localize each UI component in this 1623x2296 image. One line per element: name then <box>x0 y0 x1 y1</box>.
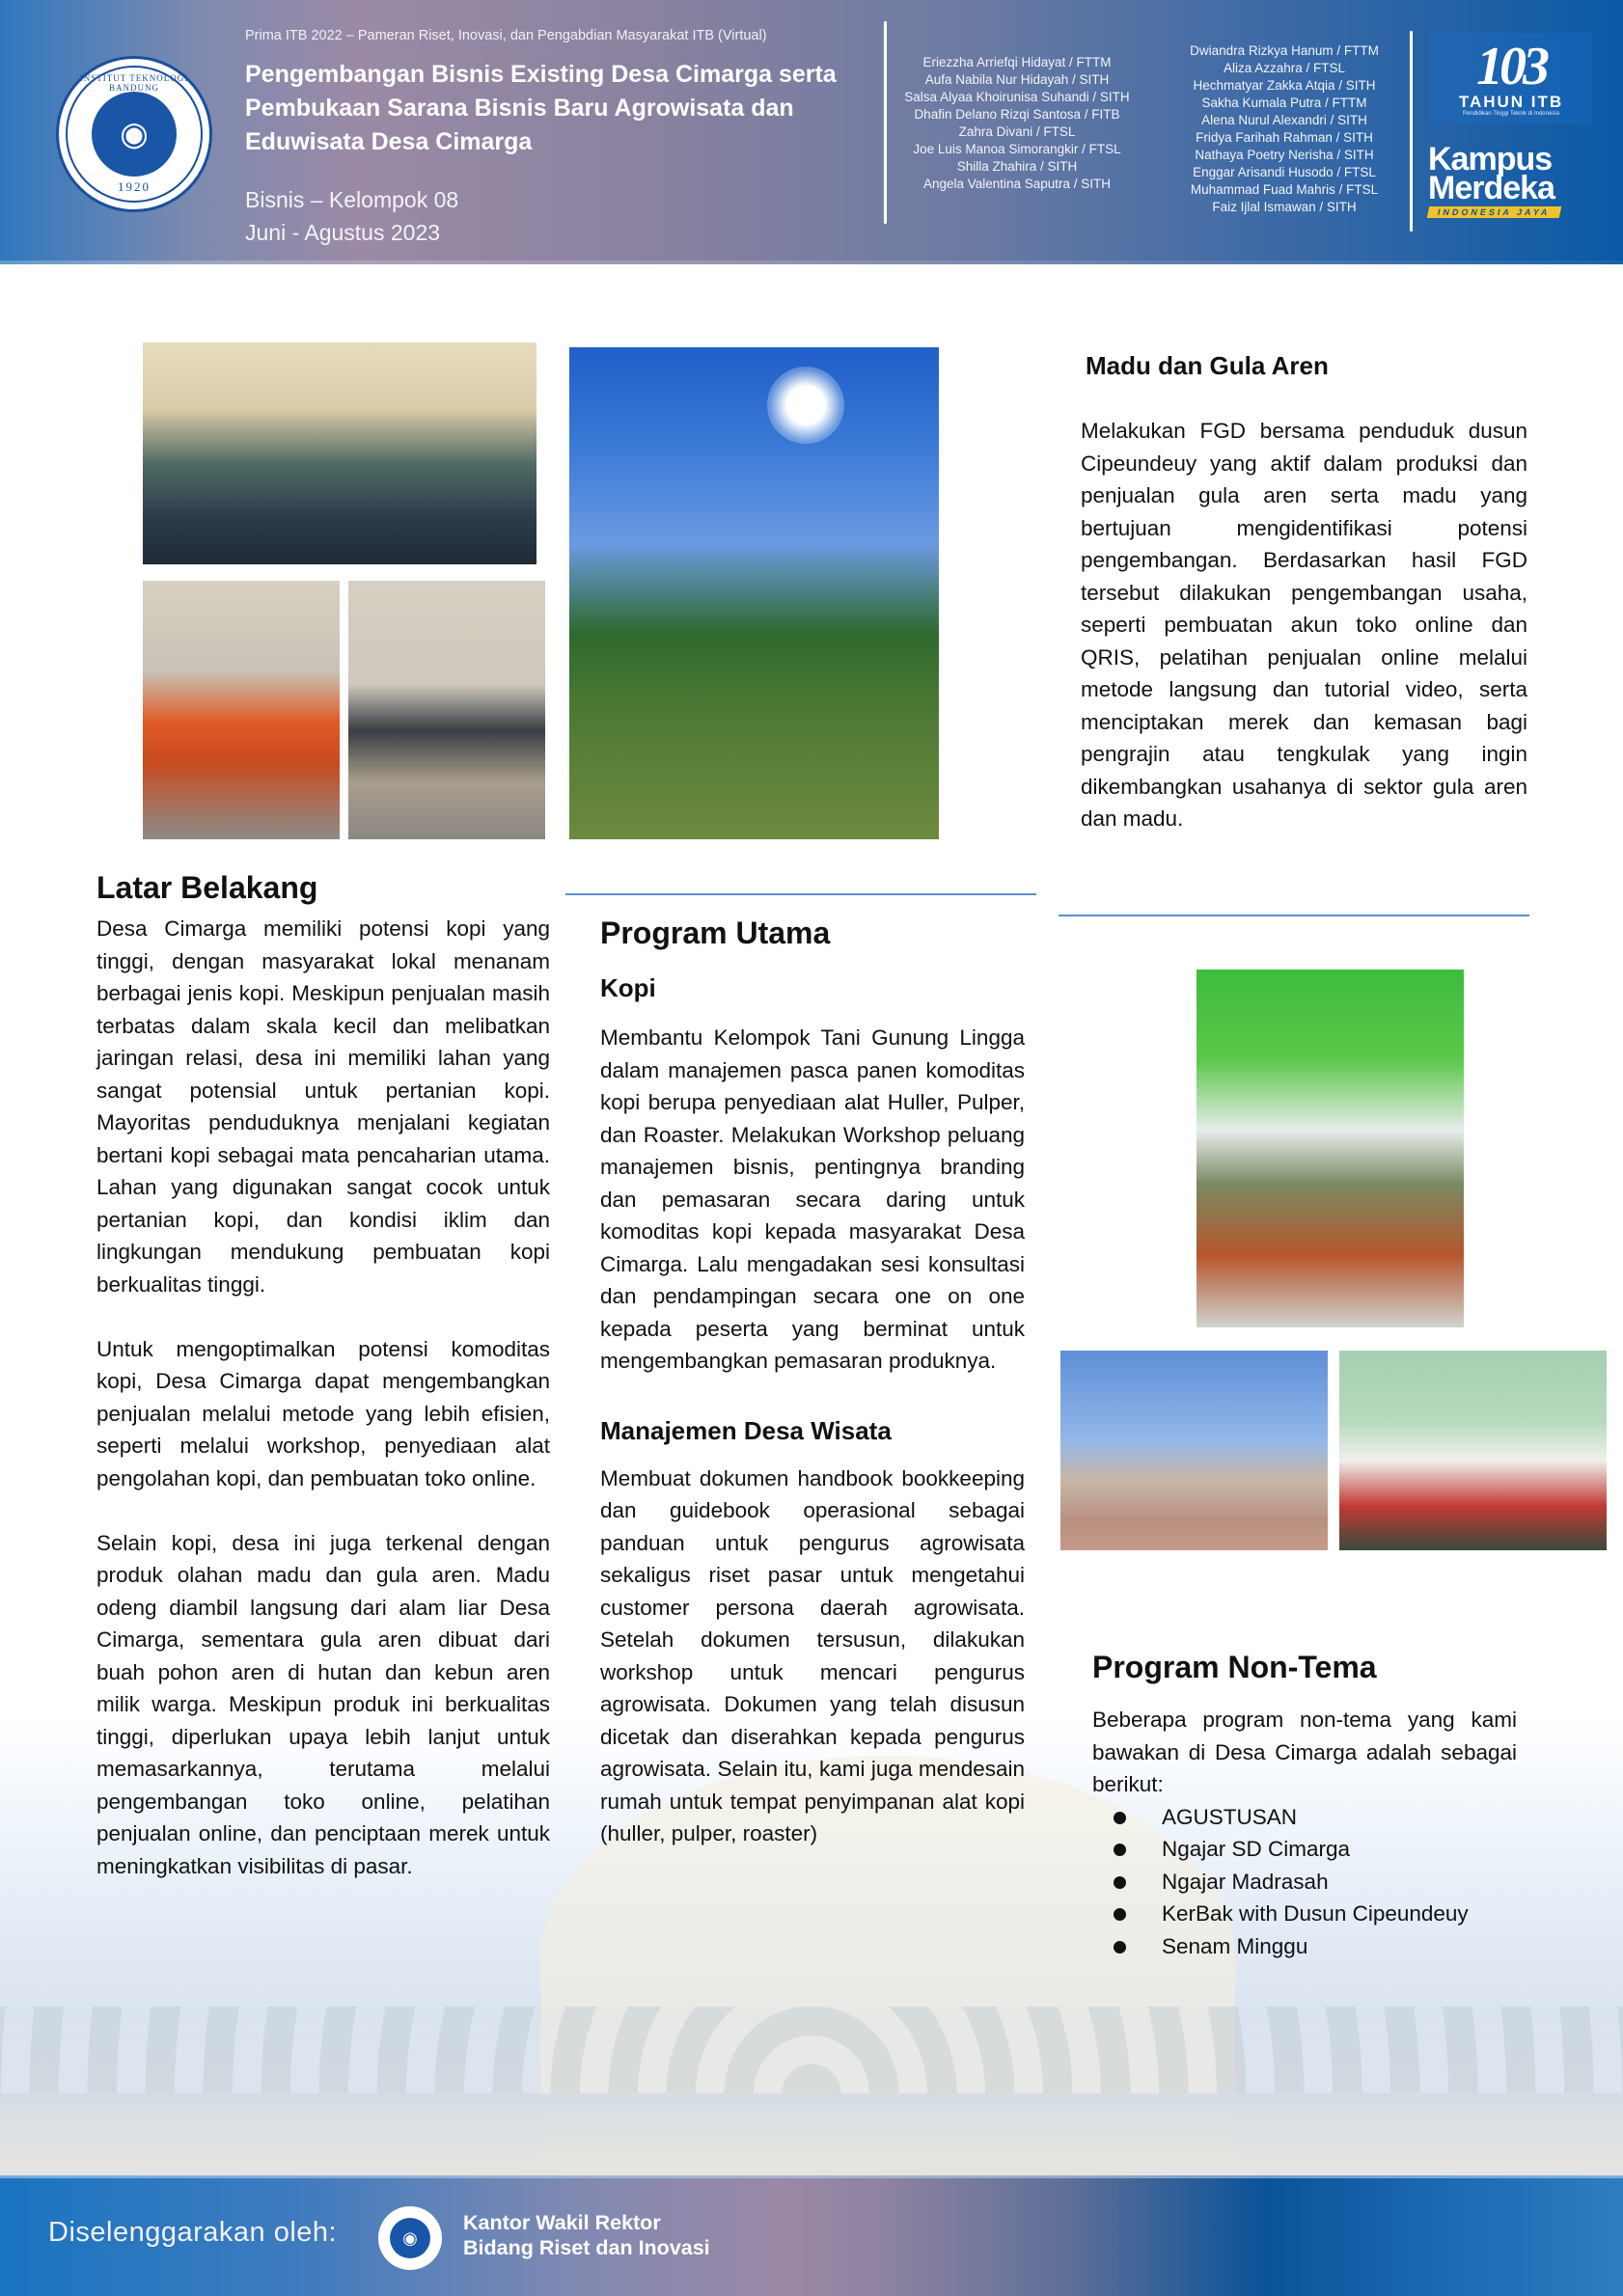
list-item <box>1092 1833 1517 1866</box>
itb-footer-logo <box>378 2206 442 2270</box>
kampus-merdeka-banner: INDONESIA JAYA <box>1427 206 1561 218</box>
subsection-heading-desa-wisata: Manajemen Desa Wisata <box>600 1415 892 1445</box>
section-latar-belakang <box>96 868 550 1882</box>
member-name: Dwiandra Rizkya Hanum / FTTM <box>1190 43 1379 58</box>
paragraph: Selain kopi, desa ini juga terkenal dengan produk olahan madu dan gula aren. Madu odeng diambil langsung dari alam liar Desa Cimarga, sementara gula aren dibuat dari buah pohon aren di hutan dan kebun aren milik warga. Meskipun produk ini berkualitas tinggi, diperlukan upaya lebih lanjut untuk memasarkannya, terutama melalui pengembangan toko online, pelatihan penjualan online, dan penciptaan merek untuk meningkatkan visibilitas di pasar. <box>96 1530 550 1878</box>
member-name: Sakha Kumala Putra / FTTM <box>1201 96 1367 110</box>
poster-title-line: Pengembangan Bisnis Existing Desa Cimarga serta <box>245 61 837 88</box>
program-period: Juni - Agustus 2023 <box>245 220 441 245</box>
organizer-name-line2: Bidang Riset dan Inovasi <box>463 2236 710 2259</box>
member-name: Dhafin Delano Rizqi Santosa / FITB <box>914 107 1120 122</box>
section-divider <box>565 893 1036 895</box>
event-line: Prima ITB 2022 – Pameran Riset, Inovasi, dan Pengabdian Masyarakat ITB (Virtual) <box>245 28 767 43</box>
non-tema-list <box>1092 1801 1517 1963</box>
bullet-icon <box>1114 1876 1126 1889</box>
background-water <box>0 2093 1623 2175</box>
member-name: Shilla Zhahira / SITH <box>956 159 1078 174</box>
photo-madrasah <box>1197 970 1464 1327</box>
list-item-label: AGUSTUSAN <box>1162 1804 1298 1829</box>
section-heading: Latar Belakang <box>96 870 318 905</box>
itb-103-logo <box>1430 33 1592 123</box>
kampus-merdeka-logo <box>1428 141 1582 222</box>
section-divider <box>1059 915 1529 916</box>
members-list-left <box>886 54 1148 193</box>
list-item <box>1092 1801 1517 1834</box>
poster-header <box>0 0 1623 264</box>
itb-103-number: 103 <box>1476 37 1546 96</box>
section-program-non-tema <box>1092 1648 1517 1962</box>
bullet-icon <box>1114 1941 1126 1954</box>
itb-logo <box>56 56 212 212</box>
member-name: Enggar Arisandi Husodo / FTSL <box>1193 165 1376 179</box>
itb-103-tagline: Pendidikan Tinggi Teknik di Indonesia <box>1463 111 1559 117</box>
member-name: Aufa Nabila Nur Hidayah / SITH <box>924 72 1110 87</box>
background-trees <box>0 2007 1623 2093</box>
section-heading: Madu dan Gula Aren <box>1086 351 1329 380</box>
member-name: Faiz Ijlal Ismawan / SITH <box>1212 200 1357 214</box>
list-item-label: Ngajar SD Cimarga <box>1162 1837 1351 1861</box>
photo-senam <box>1060 1351 1328 1550</box>
list-item-label: Ngajar Madrasah <box>1162 1869 1329 1894</box>
paragraph: Desa Cimarga memiliki potensi kopi yang tinggi, dengan masyarakat lokal menanam berbagai jenis kopi. Meskipun penjualan masih terbatas dalam skala kecil dan melibatkan jaringan relasi, desa ini memiliki lahan yang sangat potensial untuk pertanian kopi. Mayoritas penduduknya menjalani kegiatan bertani kopi sebagai mata pencaharian utama. Lahan yang digunakan sangat cocok untuk pertanian kopi, dan kondisi iklim dan lingkungan mendukung pembuatan kopi berkualitas tinggi. <box>96 916 550 1297</box>
non-tema-intro: Beberapa program non-tema yang kami bawakan di Desa Cimarga adalah sebagai berikut: <box>1092 1708 1517 1796</box>
poster-footer <box>0 2175 1623 2296</box>
header-divider <box>1410 31 1413 232</box>
sun-glare <box>767 367 844 444</box>
list-item-label: KerBak with Dusun Cipeundeuy <box>1162 1901 1469 1926</box>
member-name: Alena Nurul Alexandri / SITH <box>1201 113 1367 127</box>
photo-pulper <box>348 581 545 839</box>
member-name: Hechmatyar Zakka Atqia / SITH <box>1193 78 1376 93</box>
member-name: Muhammad Fuad Mahris / FTSL <box>1190 182 1379 197</box>
itb-logo-year: 1920 <box>118 179 151 194</box>
list-item-label: Senam Minggu <box>1162 1933 1308 1958</box>
itb-logo-ring <box>66 66 203 203</box>
photo-seminar <box>143 342 536 564</box>
subsection-heading-kopi: Kopi <box>600 973 656 1002</box>
poster-title-line: Eduwisata Desa Cimarga <box>245 128 533 155</box>
poster-title-line: Pembukaan Sarana Bisnis Baru Agrowisata dan <box>245 95 794 122</box>
member-name: Nathaya Poetry Nerisha / SITH <box>1195 148 1374 162</box>
list-item <box>1092 1898 1517 1930</box>
section-heading: Program Non-Tema <box>1092 1650 1377 1684</box>
itb-logo-name: INSTITUT TEKNOLOGI BANDUNG <box>79 73 189 93</box>
ganesha-emblem-icon: ◉ <box>92 92 177 177</box>
latar-belakang-body <box>96 913 550 1882</box>
photo-huller <box>143 581 340 839</box>
member-name: Aliza Azzahra / FTSL <box>1223 61 1346 75</box>
member-name: Angela Valentina Saputra / SITH <box>922 177 1112 191</box>
group-category: Bisnis – Kelompok 08 <box>245 187 459 212</box>
poster-title <box>245 58 863 159</box>
member-name: Eriezzha Arriefqi Hidayat / FTTM <box>922 55 1112 69</box>
bullet-icon <box>1114 1908 1126 1921</box>
photo-sd <box>1339 1351 1607 1550</box>
itb-103-label: TAHUN ITB <box>1458 93 1564 111</box>
kampus-merdeka-line1: Kampus <box>1428 141 1553 178</box>
kopi-text: Membantu Kelompok Tani Gunung Lingga dalam manajemen pasca panen komoditas kopi berupa penyediaan alat Huller, Pulper, dan Roaster. Melakukan Workshop peluang manajemen bisnis, pentingnya branding dan pemasaran secara daring untuk komoditas kopi kepada masyarakat Desa Cimarga. Lalu mengadakan sesi konsultasi dan pendampingan secara one on one kepada peserta yang berminat untuk mengembangkan pemasaran produknya. <box>600 1025 1025 1373</box>
section-program-utama <box>600 914 1025 1850</box>
member-name: Fridya Farihah Rahman / SITH <box>1196 130 1373 145</box>
members-list-right <box>1158 42 1411 216</box>
section-madu-gula-aren <box>1086 349 1529 382</box>
organizer-label: Diselenggarakan oleh: <box>48 2217 338 2248</box>
desa-wisata-text: Membuat dokumen handbook bookkeeping dan guidebook operasional sebagai panduan untuk pengurus agrowisata sekaligus riset pasar untuk mengetahui customer persona daerah agrowisata. Setelah dokumen tersusun, dilakukan workshop untuk mencari pengurus agrowisata. Dokumen yang telah disusun dicetak dan diserahkan kepada pengurus agrowisata. Selain itu, kami juga mendesain rumah untuk tempat penyimpanan alat kopi (huller, pulper, roaster) <box>600 1465 1025 1845</box>
list-item <box>1092 1866 1517 1899</box>
member-name: Salsa Alyaa Khoirunisa Suhandi / SITH <box>904 90 1130 104</box>
ganesha-emblem-icon: ◉ <box>390 2218 430 2258</box>
bullet-icon <box>1114 1812 1126 1824</box>
member-name: Joe Luis Manoa Simorangkir / FTSL <box>913 142 1121 156</box>
member-name: Zahra Divani / FTSL <box>958 124 1076 139</box>
kampus-merdeka-line2: Merdeka <box>1428 170 1554 206</box>
organizer-name-line1: Kantor Wakil Rektor <box>463 2211 661 2234</box>
organizer-name <box>463 2210 710 2260</box>
madu-gula-aren-text: Melakukan FGD bersama penduduk dusun Cipeundeuy yang aktif dalam produksi dan penjualan gula aren serta madu yang bertujuan mengidentifikasi potensi pengembangan. Berdasarkan hasil FGD tersebut dilakukan pengembangan usaha, seperti pembuatan akun toko online dan QRIS, pelatihan penjualan online melalui metode langsung dan tutorial video, serta menciptakan merek dan kemasan bagi pengrajin atau tengkulak yang ingin dikembangkan usahanya di sektor gula aren dan madu. <box>1081 419 1527 831</box>
list-item <box>1092 1930 1517 1963</box>
bullet-icon <box>1114 1844 1126 1856</box>
photo-field <box>569 347 939 839</box>
poster-subtitle <box>245 183 458 249</box>
section-heading: Program Utama <box>600 916 831 950</box>
paragraph: Untuk mengoptimalkan potensi komoditas kopi, Desa Cimarga dapat mengembangkan penjualan melalui metode yang lebih efisien, seperti melalui workshop, penyediaan alat pengolahan kopi, dan pembuatan toko online. <box>96 1336 550 1490</box>
